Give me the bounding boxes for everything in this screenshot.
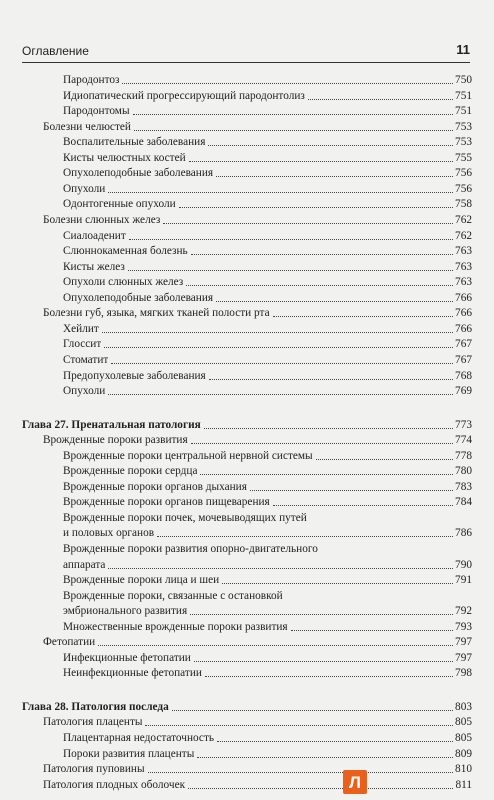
toc-entry-page: 751 bbox=[455, 89, 472, 102]
toc-entry-title: Патология плаценты bbox=[43, 716, 143, 729]
toc-leader-dots bbox=[148, 772, 453, 773]
toc-entry-title: Врожденные пороки развития опорно-двигательного bbox=[63, 543, 318, 555]
toc-entry-title: Опухолеподобные заболевания bbox=[63, 291, 214, 304]
toc-entry-title: Болезни слюнных желез bbox=[43, 214, 161, 226]
toc-entry-title: Опухолеподобные заболевания bbox=[63, 167, 214, 180]
toc-leader-dots bbox=[222, 583, 453, 584]
toc-entry-title: Сиалоаденит bbox=[63, 229, 126, 242]
toc-leader-dots bbox=[216, 176, 453, 177]
toc-leader-dots bbox=[188, 788, 453, 789]
toc-entry-title: аппарата bbox=[63, 558, 106, 571]
toc-entry-title: Опухоли слюнных желез bbox=[63, 276, 184, 289]
toc-entry-title: Патология пуповины bbox=[43, 763, 145, 776]
toc-entry-title: Слюннокаменная болезнь bbox=[63, 245, 188, 258]
logo-letter: Л bbox=[349, 772, 361, 792]
toc-entry-page: 805 bbox=[455, 732, 472, 744]
toc-entry-page: 756 bbox=[455, 167, 472, 180]
toc-leader-dots bbox=[134, 130, 453, 131]
toc-entry-page: 783 bbox=[455, 480, 472, 493]
toc-leader-dots bbox=[204, 428, 453, 429]
toc-entry-title: Врожденные пороки, связанные с остановкой bbox=[63, 589, 283, 602]
toc-entry-page: 797 bbox=[455, 636, 472, 649]
toc-leader-dots bbox=[122, 83, 453, 84]
toc-entry bbox=[63, 463, 472, 479]
toc-leader-dots bbox=[98, 645, 453, 646]
toc-leader-dots bbox=[157, 536, 453, 537]
toc-entry-page: 767 bbox=[455, 353, 472, 366]
toc-leader-dots bbox=[194, 661, 453, 662]
toc-entry-page: 758 bbox=[455, 198, 472, 211]
toc-entry-title: Фетопатии bbox=[43, 636, 96, 649]
toc-leader-dots bbox=[108, 394, 453, 395]
toc-leader-dots bbox=[104, 347, 453, 348]
toc-entry-title: Врожденные пороки лица и шеи bbox=[63, 574, 220, 587]
toc-leader-dots bbox=[273, 316, 453, 317]
toc-entry bbox=[63, 619, 472, 635]
toc-entry-title: Множественные врожденные пороки развития bbox=[63, 620, 288, 633]
toc-chapter-entry bbox=[22, 699, 472, 715]
toc-entry bbox=[63, 134, 472, 150]
toc-entry bbox=[43, 634, 472, 650]
toc-leader-dots bbox=[111, 363, 453, 364]
toc-entry bbox=[63, 448, 472, 464]
toc-entry-title: Стоматит bbox=[63, 353, 109, 366]
toc-leader-dots bbox=[308, 99, 453, 100]
toc-entry-title: Кисты челюстных костей bbox=[63, 151, 186, 164]
toc-leader-dots bbox=[316, 459, 453, 460]
toc-entry-page: 790 bbox=[455, 558, 472, 571]
toc-entry bbox=[63, 510, 472, 526]
toc-entry bbox=[63, 665, 472, 681]
toc-entry bbox=[63, 383, 472, 399]
toc-entry bbox=[63, 352, 472, 368]
toc-entry-title: Неинфекционные фетопатии bbox=[63, 667, 202, 680]
toc-entry bbox=[63, 243, 472, 259]
toc-entry bbox=[43, 212, 472, 228]
toc-entry-page: 803 bbox=[455, 700, 472, 713]
toc-entry-title: Врожденные пороки почек, мочевыводящих путей bbox=[63, 511, 307, 524]
toc-entry bbox=[63, 72, 472, 88]
toc-entry bbox=[63, 150, 472, 166]
toc-leader-dots bbox=[191, 254, 453, 255]
toc-leader-dots bbox=[200, 474, 453, 475]
toc-entry bbox=[63, 730, 472, 746]
toc-entry-title: Инфекционные фетопатии bbox=[63, 651, 191, 664]
header-title: Оглавление bbox=[22, 44, 89, 58]
toc-entry-title: Глава 28. Патология последа bbox=[22, 700, 169, 713]
toc-entry-title: Пародонтомы bbox=[63, 105, 130, 118]
toc-leader-dots bbox=[186, 285, 453, 286]
toc-entry-page: 811 bbox=[455, 778, 472, 791]
page-number: 11 bbox=[456, 42, 470, 57]
toc-entry-title: Глоссит bbox=[63, 338, 102, 351]
toc-entry bbox=[63, 181, 472, 197]
toc-entry bbox=[63, 290, 472, 306]
toc-entry bbox=[43, 305, 472, 321]
toc-leader-dots bbox=[133, 114, 454, 115]
toc-entry-title: эмбрионального развития bbox=[63, 605, 188, 618]
toc-entry-page: 793 bbox=[455, 620, 472, 633]
toc-entry-title: Глава 27. Пренатальная патология bbox=[22, 418, 201, 431]
toc-entry bbox=[63, 336, 472, 352]
toc-entry bbox=[63, 494, 472, 510]
toc-entry-title: Врожденные пороки центральной нервной системы bbox=[63, 449, 313, 462]
toc-entry-page: 784 bbox=[455, 496, 472, 509]
toc-entry-page: 755 bbox=[455, 151, 472, 164]
toc-entry-title: и половых органов bbox=[63, 527, 155, 540]
toc-entry-page: 805 bbox=[455, 716, 472, 729]
toc-entry-page: 750 bbox=[455, 74, 472, 86]
toc-entry-title: Врожденные пороки органов дыхания bbox=[63, 480, 247, 493]
toc-leader-dots bbox=[108, 192, 453, 193]
toc-entry bbox=[63, 88, 472, 104]
toc-leader-dots bbox=[209, 379, 453, 380]
toc-entry bbox=[63, 650, 472, 666]
toc-leader-dots bbox=[102, 332, 453, 333]
toc-leader-dots bbox=[172, 710, 453, 711]
toc-leader-dots bbox=[273, 505, 453, 506]
toc-entry bbox=[63, 103, 472, 119]
toc-entry-title: Предопухолевые заболевания bbox=[63, 369, 206, 382]
toc-leader-dots bbox=[129, 239, 453, 240]
toc-chapter-entry bbox=[22, 417, 472, 433]
toc-entry-page: 763 bbox=[455, 260, 472, 273]
toc-entry bbox=[43, 432, 472, 448]
toc-entry-title: Болезни челюстей bbox=[43, 120, 131, 133]
toc-entry-page: 753 bbox=[455, 120, 472, 133]
toc-entry bbox=[63, 572, 472, 588]
toc-entry bbox=[43, 777, 472, 793]
toc-entry-page: 780 bbox=[455, 465, 472, 478]
toc-entry-title: Опухоли bbox=[63, 182, 106, 195]
toc-entry bbox=[63, 541, 472, 557]
toc-leader-dots bbox=[163, 223, 453, 224]
toc-entry-page: 797 bbox=[455, 651, 472, 664]
labirint-logo-icon bbox=[343, 770, 367, 794]
toc-leader-dots bbox=[217, 741, 453, 742]
toc-entry-title: Плацентарная недостаточность bbox=[63, 732, 215, 744]
toc-entry bbox=[63, 274, 472, 290]
toc-leader-dots bbox=[205, 676, 453, 677]
toc-entry bbox=[63, 588, 472, 604]
toc-entry bbox=[63, 746, 472, 762]
toc-leader-dots bbox=[179, 207, 453, 208]
toc-leader-dots bbox=[216, 301, 453, 302]
toc-entry bbox=[63, 368, 472, 384]
toc-leader-dots bbox=[197, 757, 453, 758]
toc-entry-page: 756 bbox=[455, 182, 472, 195]
toc-leader-dots bbox=[250, 490, 453, 491]
toc-entry bbox=[43, 761, 472, 777]
toc-entry-page: 762 bbox=[455, 214, 472, 226]
toc-entry bbox=[63, 479, 472, 495]
toc-entry-page: 778 bbox=[455, 449, 472, 462]
toc-leader-dots bbox=[189, 161, 453, 162]
toc-entry-title: Болезни губ, языка, мягких тканей полости рта bbox=[43, 307, 270, 320]
toc-entry-page: 798 bbox=[455, 667, 472, 680]
toc-entry-page: 753 bbox=[455, 136, 472, 149]
toc-entry-page: 763 bbox=[455, 245, 472, 258]
toc-entry bbox=[63, 228, 472, 244]
toc-leader-dots bbox=[108, 568, 453, 569]
toc-entry bbox=[63, 321, 472, 337]
toc-entry-page: 809 bbox=[455, 747, 472, 760]
toc-entry-title: Опухоли bbox=[63, 385, 106, 397]
toc-entry-title: Хейлит bbox=[63, 322, 99, 335]
toc-entry bbox=[63, 557, 472, 573]
toc-entry-title: Врожденные пороки развития bbox=[43, 434, 188, 447]
toc-leader-dots bbox=[191, 443, 453, 444]
toc-leader-dots bbox=[128, 270, 453, 271]
toc-entry-title: Врожденные пороки органов пищеварения bbox=[63, 496, 270, 509]
toc-entry-page: 773 bbox=[455, 418, 472, 431]
toc-entry-page: 767 bbox=[455, 338, 472, 351]
toc-entry-title: Патология плодных оболочек bbox=[43, 778, 186, 791]
toc-entry bbox=[43, 714, 472, 730]
toc-entry-title: Одонтогенные опухоли bbox=[63, 198, 176, 211]
toc-entry-page: 766 bbox=[455, 291, 472, 304]
toc-entry bbox=[63, 603, 472, 619]
toc-entry bbox=[63, 165, 472, 181]
toc-entry bbox=[43, 119, 472, 135]
toc-entry-page: 792 bbox=[455, 605, 472, 618]
toc-entry-title: Пародонтоз bbox=[63, 74, 120, 86]
toc-entry-page: 763 bbox=[455, 276, 472, 289]
toc-entry-title: Воспалительные заболевания bbox=[63, 136, 206, 149]
toc-leader-dots bbox=[208, 145, 453, 146]
toc-entry-title: Пороки развития плаценты bbox=[63, 747, 195, 760]
toc-entry-page: 774 bbox=[455, 434, 472, 447]
toc-entry-page: 751 bbox=[455, 105, 472, 118]
toc-entry-title: Идиопатический прогрессирующий пародонтолиз bbox=[63, 89, 305, 102]
toc-leader-dots bbox=[291, 630, 453, 631]
toc-entry-title: Кисты желез bbox=[63, 260, 125, 273]
toc-entry-page: 766 bbox=[455, 307, 472, 320]
toc-entry-page: 769 bbox=[455, 385, 472, 397]
toc-entry-page: 791 bbox=[455, 574, 472, 587]
toc-leader-dots bbox=[190, 614, 453, 615]
toc-entry bbox=[63, 525, 472, 541]
toc-entry-page: 786 bbox=[455, 527, 472, 540]
toc-entry bbox=[63, 259, 472, 275]
toc-entry bbox=[63, 196, 472, 212]
toc-entry-page: 768 bbox=[455, 369, 472, 382]
toc-entry-page: 766 bbox=[455, 322, 472, 335]
toc-leader-dots bbox=[145, 725, 453, 726]
toc-entry-page: 762 bbox=[455, 229, 472, 242]
toc-entry-page: 810 bbox=[455, 763, 472, 776]
toc-entry-title: Врожденные пороки сердца bbox=[63, 465, 198, 478]
